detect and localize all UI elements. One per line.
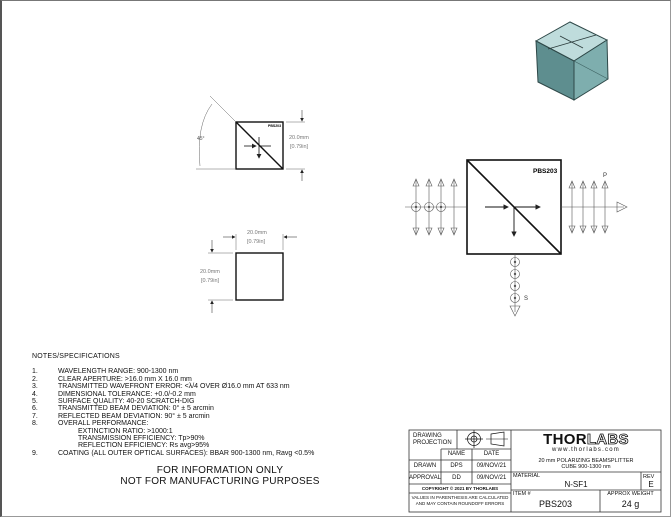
cube-3d-render: [536, 22, 608, 100]
note-item: 1. WAVELENGTH RANGE: 900-1300 nm: [32, 368, 179, 376]
note-sub-item: TRANSMISSION EFFICIENCY: Tp>90%: [78, 435, 205, 443]
beamsplitter-schematic: [405, 160, 627, 316]
rev-value: E: [648, 480, 654, 489]
description-line-2: CUBE 900-1300 nm: [561, 464, 611, 470]
drawn-name: DPS: [450, 463, 463, 469]
small-cube-view: [196, 96, 309, 181]
material-label: MATERIAL: [513, 473, 541, 479]
weight-label: APPROX WEIGHT: [607, 491, 654, 497]
drawing-projection-label: DRAWING PROJECTION: [413, 433, 452, 446]
approval-name: DD: [452, 475, 461, 481]
dim-left-mm: 20.0mm: [200, 269, 220, 275]
small-cube-label: PBS203: [268, 124, 282, 128]
note-item: 5. SURFACE QUALITY: 40-20 SCRATCH-DIG: [32, 398, 195, 406]
disclaimer-line-2: NOT FOR MANUFACTURING PURPOSES: [120, 476, 320, 487]
material-value: N-SF1: [564, 480, 588, 489]
note-item: 8. OVERALL PERFORMANCE:: [32, 420, 149, 428]
dim-top-mm: 20.0mm: [247, 230, 267, 236]
note-item: 6. TRANSMITTED BEAM DEVIATION: 0° ± 5 arcmin: [32, 405, 214, 413]
website: www.thorlabs.com: [552, 447, 620, 453]
description-line-1: 20 mm POLARIZING BEAMSPLITTER: [538, 458, 634, 464]
dim-top-in: [0.79in]: [247, 239, 266, 245]
name-header: NAME: [447, 451, 466, 457]
note-item: 7. REFLECTED BEAM DEVIATION: 90° ± 5 arcmin: [32, 412, 210, 420]
note-item: 3. TRANSMITTED WAVEFRONT ERROR: <λ/4 OVER Ø16.0 mm AT 633 nm: [32, 383, 290, 391]
note-sub-item: EXTINCTION RATIO: >1000:1: [78, 427, 173, 435]
note-sub-item: REFLECTION EFFICIENCY: Rs avg>95%: [78, 442, 210, 450]
copyright: COPYRIGHT © 2021 BY THORLABS: [421, 486, 499, 491]
values-note-2: AND MAY CONTAIN ROUNDOFF ERRORS: [415, 501, 505, 506]
note-item: 9. COATING (ALL OUTER OPTICAL SURFACES): BBAR 900-1300 nm, Ravg <0.5%: [32, 449, 315, 457]
approval-date: 09/NOV/21: [476, 475, 507, 481]
dim-height-mm: 20.0mm: [289, 135, 309, 141]
s-label: S: [524, 296, 529, 302]
p-label: P: [603, 173, 608, 179]
note-item: 4. DIMENSIONAL TOLERANCE: +0.0/-0.2 mm: [32, 390, 196, 398]
angle-label: 45°: [197, 136, 205, 142]
large-cube-label: PBS203: [533, 168, 558, 175]
rev-label: REV: [643, 474, 655, 480]
dim-left-in: [0.79in]: [201, 278, 220, 284]
disclaimer-line-1: FOR INFORMATION ONLY: [156, 465, 284, 476]
weight-value: 24 g: [621, 499, 640, 509]
projection-symbol-icon: [465, 430, 508, 448]
thorlabs-logo: THORLABS: [543, 431, 629, 448]
item-label: ITEM #: [513, 491, 531, 497]
disclaimer: [100, 465, 340, 487]
note-item: 2. CLEAR APERTURE: >16.0 mm X 16.0 mm: [32, 375, 192, 383]
notes-specifications: [32, 353, 314, 457]
drawn-label: DRAWN: [413, 463, 437, 469]
drawn-date: 09/NOV/21: [476, 463, 507, 469]
values-note-1: VALUES IN PARENTHESIS ARE CALCULATED: [411, 495, 509, 500]
date-header: DATE: [483, 451, 500, 457]
side-square-view: [200, 230, 297, 313]
item-value: PBS203: [538, 499, 573, 509]
approval-label: APPROVAL: [409, 475, 441, 481]
notes-title: NOTES/SPECIFICATIONS: [32, 353, 120, 360]
dim-height-in: [0.79in]: [290, 144, 309, 150]
